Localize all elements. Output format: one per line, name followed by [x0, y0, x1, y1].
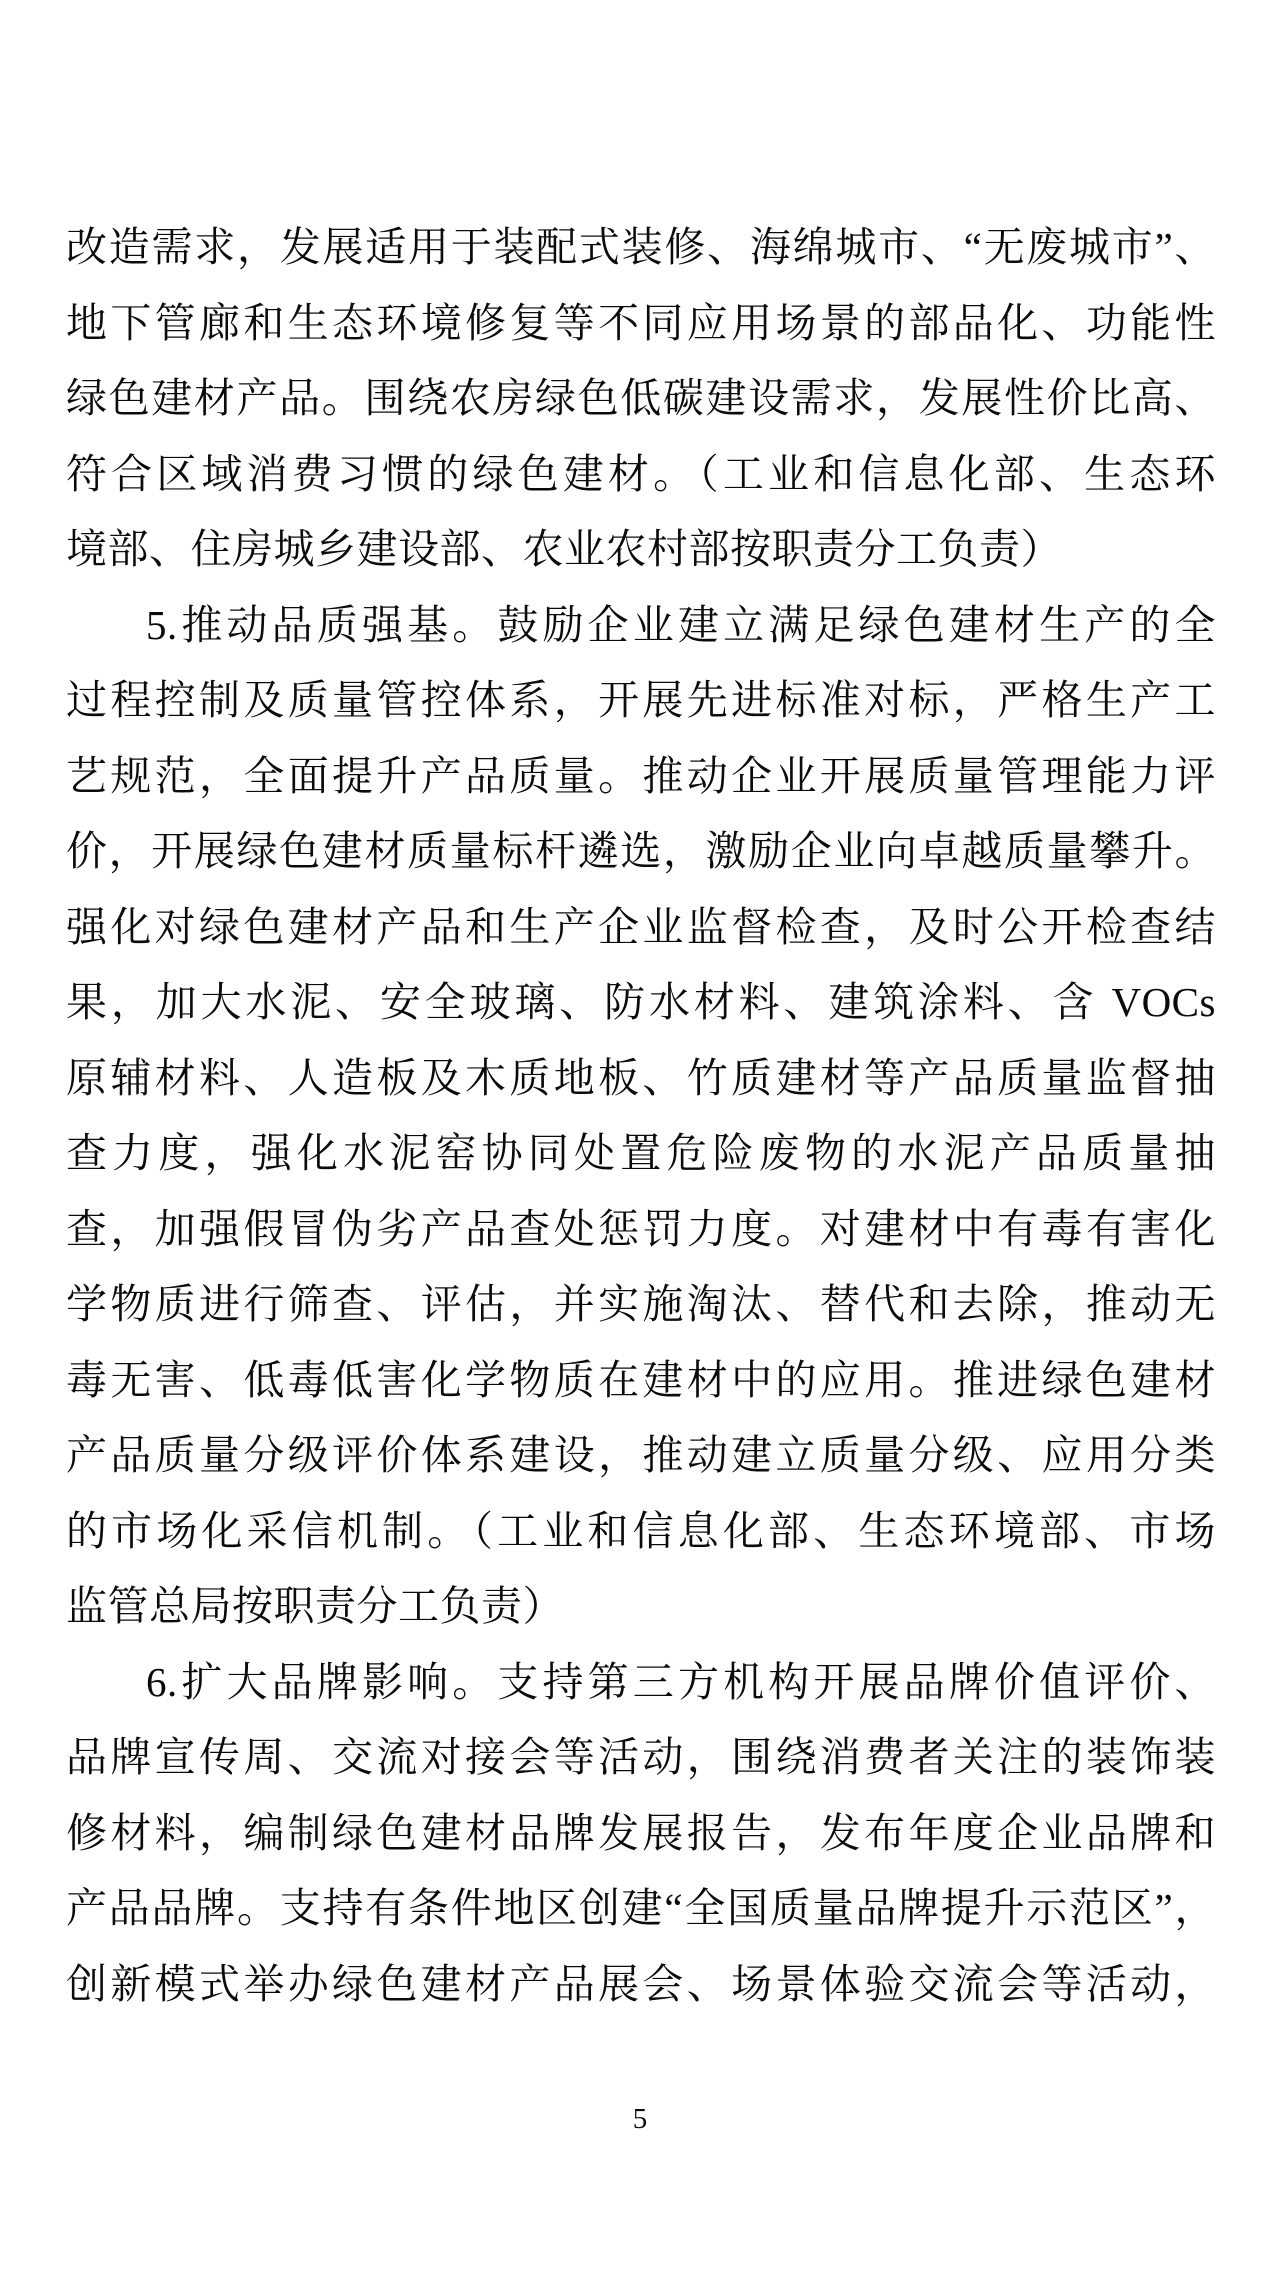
text-line-7: 过程控制及质量管控体系，开展先进标准对标，严格生产工	[66, 677, 1216, 723]
text-line-17: 产品质量分级评价体系建设，推动建立质量分级、应用分类	[66, 1432, 1216, 1478]
text-line-18: 的市场化采信机制。（工业和信息化部、生态环境部、市场	[66, 1507, 1216, 1554]
document-body	[66, 210, 1216, 2022]
text-line-15: 学物质进行筛查、评估，并实施淘汰、替代和去除，推动无	[66, 1281, 1216, 1327]
text-line-14: 查，加强假冒伪劣产品查处惩罚力度。对建材中有毒有害化	[66, 1205, 1216, 1252]
text-line-24: 创新模式举办绿色建材产品展会、场景体验交流会等活动，	[66, 1960, 1216, 2007]
text-line-20-paragraph-6-start: 6.扩大品牌影响。支持第三方机构开展品牌价值评价、	[146, 1658, 1216, 1705]
text-line-9: 价，开展绿色建材质量标杆遴选，激励企业向卓越质量攀升。	[66, 828, 1216, 874]
text-line-16: 毒无害、低毒低害化学物质在建材中的应用。推进绿色建材	[66, 1356, 1216, 1403]
text-line-5: 境部、住房城乡建设部、农业农村部按职责分工负责）	[66, 526, 1062, 572]
text-line-11: 果，加大水泥、安全玻璃、防水材料、建筑涂料、含 VOCs	[66, 979, 1216, 1025]
text-line-21: 品牌宣传周、交流对接会等活动，围绕消费者关注的装饰装	[66, 1734, 1216, 1780]
text-line-12: 原辅材料、人造板及木质地板、竹质建材等产品质量监督抽	[66, 1054, 1216, 1101]
text-line-19: 监管总局按职责分工负责）	[66, 1583, 564, 1629]
text-line-6-paragraph-5-start: 5.推动品质强基。鼓励企业建立满足绿色建材生产的全	[146, 601, 1216, 648]
text-line-13: 查力度，强化水泥窑协同处置危险废物的水泥产品质量抽	[66, 1130, 1216, 1176]
text-line-2: 地下管廊和生态环境修复等不同应用场景的部品化、功能性	[66, 299, 1216, 346]
text-line-3: 绿色建材产品。围绕农房绿色低碳建设需求，发展性价比高、	[66, 375, 1216, 421]
page-number: 5	[632, 2103, 648, 2135]
text-line-10: 强化对绿色建材产品和生产企业监督检查，及时公开检查结	[66, 903, 1216, 950]
text-line-23: 产品品牌。支持有条件地区创建“全国质量品牌提升示范区”，	[66, 1885, 1216, 1931]
text-line-8: 艺规范，全面提升产品质量。推动企业开展质量管理能力评	[66, 752, 1216, 799]
text-line-1: 改造需求，发展适用于装配式装修、海绵城市、“无废城市”、	[66, 224, 1216, 270]
text-line-4: 符合区域消费习惯的绿色建材。（工业和信息化部、生态环	[66, 450, 1216, 497]
text-line-22: 修材料，编制绿色建材品牌发展报告，发布年度企业品牌和	[66, 1809, 1216, 1856]
